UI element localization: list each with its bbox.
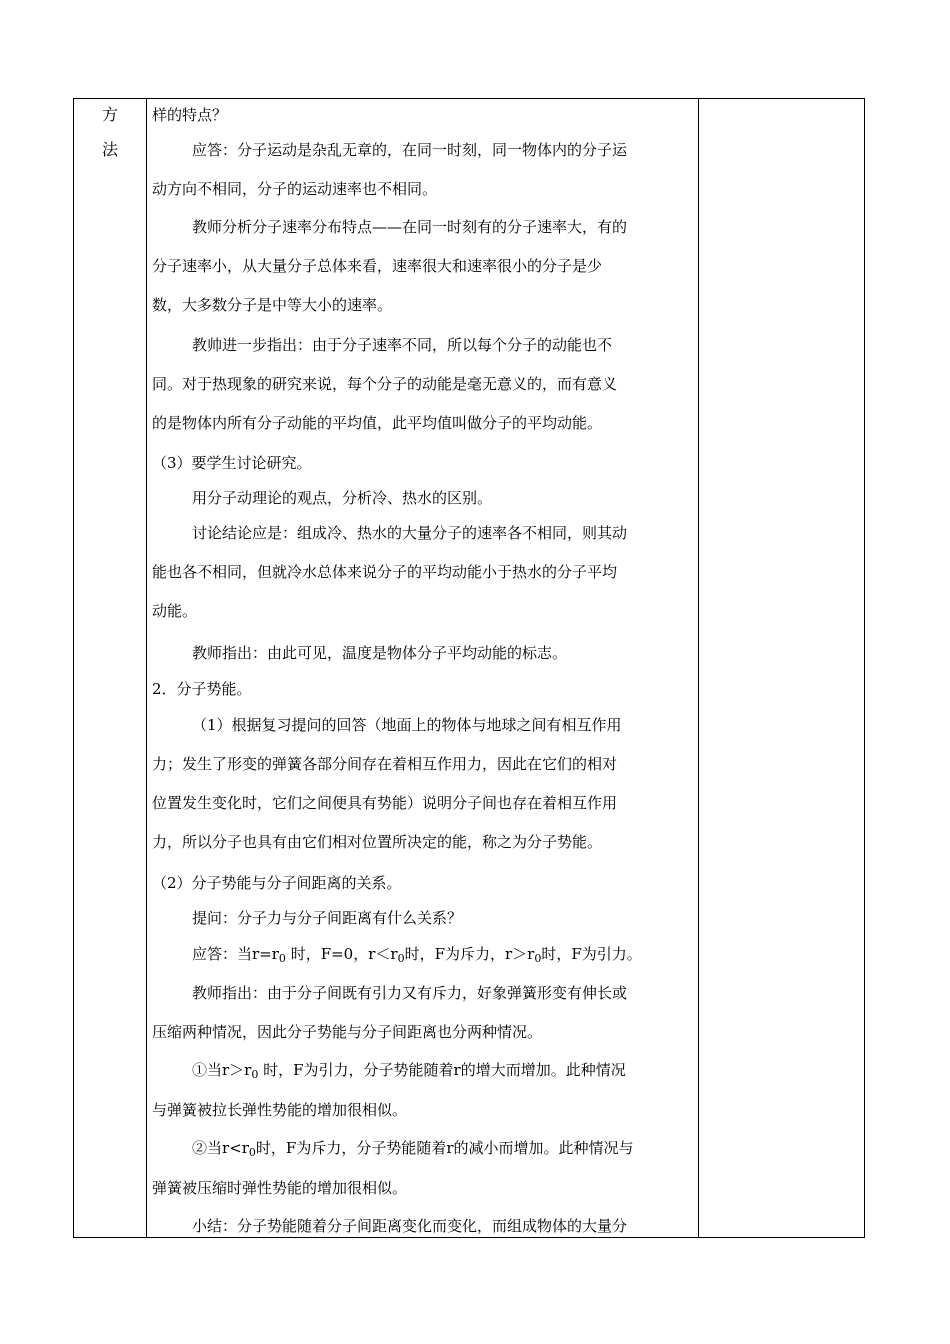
text-line: 讨论结论应是：组成冷、热水的大量分子的速率各不相同，则其动 <box>192 524 628 542</box>
text-line: 力，所以分子也具有由它们相对位置所决定的能，称之为分子势能。 <box>152 833 603 851</box>
column-heading-char: 方 <box>101 105 118 124</box>
text-line: 教师分析分子速率分布特点——在同一时刻有的分子速率大，有的 <box>192 218 628 236</box>
text-line: （1）根据复习提问的回答（地面上的物体与地球之间有相互作用 <box>192 716 622 734</box>
lesson-table <box>73 98 865 1238</box>
text-line: 提问：分子力与分子间距离有什么关系？ <box>192 909 463 927</box>
text-line: 位置发生变化时，它们之间便具有势能）说明分子间也存在着相互作用 <box>152 794 618 812</box>
text-line-with-subscripts: 应答：当$r=r_0$ 时，F=0，$r<r_0$时，F为斥力，$r>r_0$时，F为引力。 <box>192 945 642 965</box>
column-heading-char: 法 <box>101 140 118 159</box>
text-line: 弹簧被压缩时弹性势能的增加很相似。 <box>152 1179 408 1197</box>
text-line: （3）要学生讨论研究。 <box>152 454 312 472</box>
text-line: 教帅进一步指出：由于分子速率不同，所以每个分子的动能也不 <box>192 336 613 354</box>
text-line: 样的特点？ <box>152 106 228 124</box>
text-line: 分子速率小，从大量分子总体来看，速率很大和速率很小的分子是少 <box>152 257 603 275</box>
text-line: 力；发生了形变的弹簧各部分间存在着相互作用力，因此在它们的相对 <box>152 755 618 773</box>
text-line: 能也各不相同，但就冷水总体来说分子的平均动能小于热水的分子平均 <box>152 563 618 581</box>
text-line-with-subscripts: ②当$r<r_0$时，F为斥力，分子势能随着r的减小而增加。此种情况与 <box>192 1139 634 1159</box>
text-line: 的是物体内所有分子动能的平均值，此平均值叫做分子的平均动能。 <box>152 414 603 432</box>
column-divider-left <box>146 99 147 1237</box>
text-line: 与弹簧被拉长弹性势能的增加很相似。 <box>152 1101 408 1119</box>
text-line: 动能。 <box>152 602 198 620</box>
text-line: 用分子动理论的观点，分析冷、热水的区别。 <box>192 489 493 507</box>
text-line: 教师指出：由于分子间既有引力又有斥力，好象弹簧形变有伸长或 <box>192 984 628 1002</box>
text-line-with-subscripts: ①当$r>r_0$ 时，F为引力，分子势能随着r的增大而增加。此种情况 <box>192 1061 626 1081</box>
text-line: 同。对于热现象的研究来说，每个分子的动能是毫无意义的，而有意义 <box>152 375 618 393</box>
column-divider-right <box>698 99 699 1237</box>
text-line: 压缩两种情况，因此分子势能与分子间距离也分两种情况。 <box>152 1023 543 1041</box>
section-heading: 2．分子势能。 <box>152 680 252 698</box>
text-line: （2）分子势能与分子间距离的关系。 <box>152 874 402 892</box>
text-line: 应答：分子运动是杂乱无章的，在同一时刻，同一物体内的分子运 <box>192 141 628 159</box>
text-line: 动方向不相同，分子的运动速率也不相同。 <box>152 180 438 198</box>
text-line: 教师指出：由此可见，温度是物体分子平均动能的标志。 <box>192 644 568 662</box>
text-line: 小结：分子势能随着分子间距离变化而变化，而组成物体的大量分 <box>192 1217 628 1235</box>
text-line: 数，大多数分子是中等大小的速率。 <box>152 296 393 314</box>
